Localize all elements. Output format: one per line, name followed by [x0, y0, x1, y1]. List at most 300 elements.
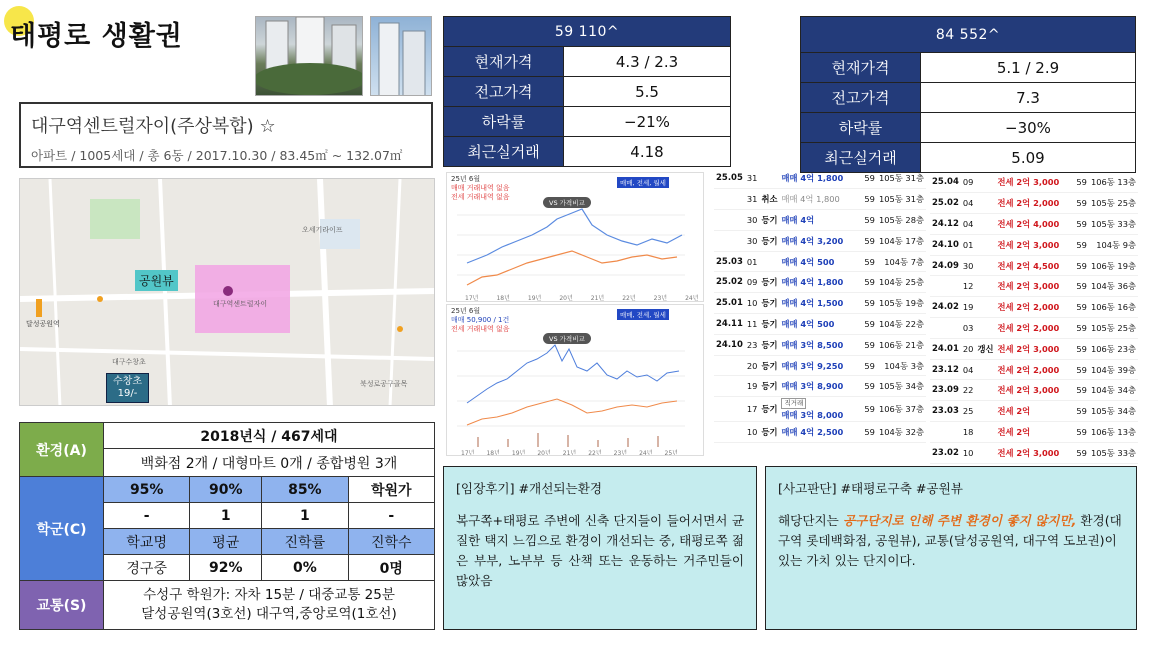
tx-dong-floor: 106동 13층 [1089, 172, 1138, 193]
transaction-row[interactable] [930, 401, 1138, 422]
school-pct-2: 90% [190, 477, 262, 503]
tx-status [759, 251, 779, 272]
transaction-row[interactable] [930, 255, 1138, 276]
tx-price [779, 314, 854, 335]
tx-year-month: 24.10 [714, 334, 745, 355]
tx-price-value: 전세 2억 3,000 [997, 281, 1060, 292]
map-label-building: 오세기라이프 [302, 226, 343, 234]
tx-dong-floor: 105동 28층 [877, 210, 926, 231]
tx-dong-floor: 104동 17층 [877, 230, 926, 251]
tx-year-month: 23.03 [930, 401, 961, 422]
transaction-row[interactable] [714, 272, 926, 293]
price-59-value: 4.18 [564, 137, 731, 167]
chart1-x-tick: 21년 [590, 295, 605, 302]
tx-day: 23 [745, 334, 760, 355]
tx-price-value: 매매 4억 1,800 [781, 277, 844, 288]
school-head-avg: 평균 [190, 529, 262, 555]
favorite-star-icon[interactable]: ☆ [259, 116, 276, 137]
school-head-rate: 진학률 [262, 529, 348, 555]
tx-price [779, 355, 854, 376]
tx-price-value: 전세 2억 3,000 [997, 343, 1060, 354]
price-84-key: 현재가격 [801, 53, 921, 83]
school-head-name: 학교명 [104, 529, 190, 555]
tx-year-month: 23.09 [930, 380, 961, 401]
jeonse-transactions-table [930, 172, 1138, 464]
chart1-type-badge[interactable]: 매매, 전세, 월세 [617, 177, 669, 188]
tx-day: 30 [745, 210, 760, 231]
school-val-1: - [104, 503, 190, 529]
price-59-value: 5.5 [564, 77, 731, 107]
tx-year-month: 25.04 [930, 172, 961, 193]
tx-price [995, 255, 1066, 276]
tx-status: 등기 [759, 293, 779, 314]
chart1-x-tick: 23년 [653, 295, 668, 302]
tx-size: 59 [1067, 276, 1089, 297]
price-84-key: 최근실거래 [801, 143, 921, 173]
transaction-row[interactable] [714, 168, 926, 189]
chart1-x-tick: 19년 [527, 295, 542, 302]
chart1-sale-note: 매매 거래내역 없음 [451, 184, 510, 192]
tx-dong-floor: 106동 13층 [1089, 422, 1138, 443]
tx-dong-floor: 104동 3층 [877, 355, 926, 376]
transaction-row[interactable] [714, 293, 926, 314]
tx-price-value: 전세 2억 2,000 [997, 198, 1060, 209]
tx-size: 59 [855, 210, 877, 231]
judgment-heading: [사고판단] #태평로구축 #공원뷰 [778, 481, 963, 496]
tx-price-value: 매매 4억 1,800 [781, 194, 840, 205]
tx-price [779, 210, 854, 231]
chart2-x-tick: 24년 [639, 450, 653, 456]
env-facilities: 백화점 2개 / 대형마트 0개 / 종합병원 3개 [104, 449, 435, 477]
price-chart-2[interactable] [446, 304, 704, 456]
price-59-key: 전고가격 [444, 77, 564, 107]
tx-year-month: 24.10 [930, 234, 961, 255]
tx-price [995, 234, 1066, 255]
school-badge-name: 수창초 [113, 376, 142, 387]
tx-size: 59 [855, 376, 877, 397]
tx-price-value: 전세 2억 3,000 [997, 177, 1060, 188]
transaction-row[interactable] [714, 251, 926, 272]
transaction-row[interactable] [714, 397, 926, 422]
tx-year-month: 24.01 [930, 338, 961, 359]
tx-day: 30 [961, 255, 976, 276]
school-academy-head: 학원가 [348, 477, 434, 503]
tx-day: 19 [961, 297, 976, 318]
chart2-x-tick: 23년 [613, 450, 628, 456]
price-59-key: 현재가격 [444, 47, 564, 77]
chart2-type-badge[interactable]: 매매, 전세, 월세 [617, 309, 669, 320]
tx-size: 59 [1067, 338, 1089, 359]
tx-size: 59 [855, 168, 877, 189]
tx-price-value: 매매 3억 9,250 [781, 360, 844, 371]
tx-dong-floor: 104동 39층 [1089, 359, 1138, 380]
chart2-x-tick: 19년 [511, 450, 526, 456]
transaction-row[interactable] [714, 314, 926, 335]
tx-status [975, 359, 995, 380]
transaction-row[interactable] [930, 234, 1138, 255]
apartment-summary [19, 102, 433, 168]
tx-price-value: 전세 2억 2,000 [997, 322, 1060, 333]
transaction-row[interactable] [714, 376, 926, 397]
transaction-row[interactable] [930, 193, 1138, 214]
tx-status [975, 442, 995, 463]
tx-day: 04 [961, 193, 976, 214]
tx-dong-floor: 105동 34층 [1089, 401, 1138, 422]
transaction-row[interactable] [930, 380, 1138, 401]
tx-status [975, 255, 995, 276]
tx-status [975, 422, 995, 443]
tx-day: 22 [961, 380, 976, 401]
tx-status: 등기 [759, 334, 779, 355]
tx-status [975, 318, 995, 339]
tx-dong-floor: 106동 37층 [877, 397, 926, 422]
tx-year-month [714, 376, 745, 397]
tx-status: 등기 [759, 355, 779, 376]
chart1-date: 25년 6월 [451, 175, 481, 183]
tx-day: 10 [961, 442, 976, 463]
tx-status: 등기 [759, 376, 779, 397]
tx-dong-floor: 104동 9층 [1089, 234, 1138, 255]
tx-price [995, 442, 1066, 463]
tx-year-month: 25.05 [714, 168, 745, 189]
location-map[interactable] [19, 178, 435, 406]
tx-dong-floor: 106동 16층 [1089, 297, 1138, 318]
page-title: 태평로 생활권 [10, 21, 183, 52]
apartment-name: 대구역센트럴자이(주상복합) [31, 116, 254, 137]
chart2-x-tick: 20년 [537, 450, 551, 456]
apartment-photo-1 [255, 16, 363, 96]
tx-size: 59 [1067, 172, 1089, 193]
map-label-school: 대구수창초 [112, 358, 146, 366]
park-view-badge: 공원뷰 [135, 270, 178, 291]
tx-price [779, 251, 854, 272]
transaction-row[interactable] [930, 297, 1138, 318]
traffic-line-2: 달성공원역(3호선) 대구역,중앙로역(1호선) [141, 606, 397, 622]
tx-dong-floor: 105동 19층 [877, 293, 926, 314]
tx-price [995, 318, 1066, 339]
tx-dong-floor: 104동 7층 [877, 251, 926, 272]
tx-dong-floor: 104동 34층 [1089, 380, 1138, 401]
tx-year-month [714, 355, 745, 376]
school-count: 0명 [348, 555, 434, 581]
tx-price-value: 전세 2억 3,000 [997, 239, 1060, 250]
tx-year-month [930, 318, 961, 339]
tx-price [995, 297, 1066, 318]
tx-price-value: 매매 4억 1,800 [781, 173, 844, 184]
tx-price-value: 매매 4억 1,500 [781, 298, 844, 309]
traffic-label: 교통(S) [20, 581, 104, 630]
transaction-row[interactable] [714, 210, 926, 231]
tx-dong-floor: 104동 36층 [1089, 276, 1138, 297]
tx-status: 등기 [759, 210, 779, 231]
chart2-date: 25년 6월 [451, 307, 481, 315]
tx-direct-deal-tag: 직거래 [781, 398, 806, 409]
transaction-row[interactable] [930, 276, 1138, 297]
school-pct-3: 85% [262, 477, 348, 503]
chart1-x-tick: 18년 [496, 295, 510, 302]
price-84-value: 7.3 [921, 83, 1136, 113]
tx-size: 59 [855, 189, 877, 210]
site-review-heading: [임장후기] #개선되는환경 [456, 481, 603, 496]
map-label-station: 달성공원역 [26, 320, 60, 328]
price-59-header: 59 110^ [444, 17, 731, 47]
tx-year-month [930, 422, 961, 443]
env-label: 환경(A) [20, 423, 104, 477]
school-badge-score: 19/- [117, 388, 138, 399]
tx-dong-floor: 105동 25층 [1089, 193, 1138, 214]
tx-price [779, 376, 854, 397]
price-59-value: −21% [564, 107, 731, 137]
tx-dong-floor: 106동 21층 [877, 334, 926, 355]
tx-price-value: 전세 2억 3,000 [997, 447, 1060, 458]
tx-year-month [714, 230, 745, 251]
chart2-jeonse-note: 전세 거래내역 없음 [451, 325, 510, 333]
tx-price [779, 189, 854, 210]
chart2-x-tick: 17년 [461, 450, 475, 456]
tx-dong-floor: 105동 33층 [1089, 214, 1138, 235]
apartment-info: 아파트 / 1005세대 / 총 6동 / 2017.10.30 / 83.45㎡ ~ 132.07㎡ [31, 148, 403, 163]
tx-day: 10 [745, 422, 760, 443]
tx-year-month: 23.02 [930, 442, 961, 463]
price-59-key: 하락률 [444, 107, 564, 137]
chart2-x-tick: 18년 [486, 450, 500, 456]
chart2-x-tick: 21년 [562, 450, 577, 456]
tx-day: 12 [961, 276, 976, 297]
tx-status [975, 276, 995, 297]
tx-size: 59 [1067, 422, 1089, 443]
tx-day: 17 [745, 397, 760, 422]
price-84-header: 84 552^ [801, 17, 1136, 53]
tx-dong-floor: 106동 19층 [1089, 255, 1138, 276]
tx-year-month: 25.02 [714, 272, 745, 293]
tx-price [779, 334, 854, 355]
tx-day: 31 [745, 189, 760, 210]
tx-year-month [714, 210, 745, 231]
tx-dong-floor: 105동 31층 [877, 189, 926, 210]
tx-year-month: 24.12 [930, 214, 961, 235]
judgment-emphasis: 공구단지로 인해 주변 환경이 좋지 않지만, [842, 513, 1077, 528]
tx-size: 59 [1067, 442, 1089, 463]
school-name: 경구중 [104, 555, 190, 581]
tx-size: 59 [1067, 318, 1089, 339]
tx-status: 등기 [759, 314, 779, 335]
tx-dong-floor: 105동 31층 [877, 168, 926, 189]
tx-status [975, 297, 995, 318]
tx-day: 31 [745, 168, 760, 189]
tx-size: 59 [855, 251, 877, 272]
tx-price-value: 매매 3억 8,900 [781, 381, 844, 392]
tx-dong-floor: 104동 22층 [877, 314, 926, 335]
tx-year-month [930, 276, 961, 297]
tx-day: 10 [745, 293, 760, 314]
transaction-row[interactable] [714, 189, 926, 210]
price-59-key: 최근실거래 [444, 137, 564, 167]
tx-status: 취소 [759, 189, 779, 210]
tx-year-month: 25.01 [714, 293, 745, 314]
tx-day: 25 [961, 401, 976, 422]
chart2-sale-note: 매매 50,900 / 1건 [451, 316, 510, 324]
chart2-x-tick: 25년 [664, 450, 678, 456]
tx-status [975, 401, 995, 422]
tx-size: 59 [1067, 193, 1089, 214]
price-59-value: 4.3 / 2.3 [564, 47, 731, 77]
transaction-row[interactable] [930, 318, 1138, 339]
tx-status [975, 172, 995, 193]
tx-status [759, 168, 779, 189]
transaction-row[interactable] [930, 214, 1138, 235]
tx-status: 등기 [759, 230, 779, 251]
tx-day: 20 [961, 338, 976, 359]
school-pct-1: 95% [104, 477, 190, 503]
tx-price-value: 전세 2억 3,000 [997, 385, 1060, 396]
tx-size: 59 [855, 293, 877, 314]
transaction-row[interactable] [714, 422, 926, 443]
transaction-row[interactable] [930, 442, 1138, 463]
price-table-59 [443, 16, 731, 167]
tx-price-value: 전세 2억 4,500 [997, 260, 1060, 271]
tx-price-value: 매매 4억 500 [781, 318, 835, 329]
school-val-3: 1 [262, 503, 348, 529]
tx-size: 59 [1067, 380, 1089, 401]
transaction-row[interactable] [714, 334, 926, 355]
tx-size: 59 [1067, 401, 1089, 422]
tx-status [975, 234, 995, 255]
tx-price-value: 매매 4억 2,500 [781, 427, 844, 438]
tx-year-month: 24.09 [930, 255, 961, 276]
tx-year-month: 24.11 [714, 314, 745, 335]
tx-price [779, 422, 854, 443]
tx-status: 등기 [759, 422, 779, 443]
tx-status: 등기 [759, 272, 779, 293]
tx-price [779, 230, 854, 251]
tx-day: 19 [745, 376, 760, 397]
tx-day: 20 [745, 355, 760, 376]
tx-price [995, 214, 1066, 235]
price-chart-1[interactable] [446, 172, 704, 302]
tx-size: 59 [1067, 234, 1089, 255]
tx-price [995, 172, 1066, 193]
transaction-row[interactable] [714, 355, 926, 376]
chart2-x-tick: 22년 [588, 450, 602, 456]
tx-price [995, 422, 1066, 443]
tx-dong-floor: 105동 25층 [1089, 318, 1138, 339]
environment-table [19, 422, 435, 630]
env-year-households: 2018년식 / 467세대 [104, 423, 435, 449]
tx-status: 등기 [759, 397, 779, 422]
judgment-body: 환경(대구역 롯데백화점, 공원뷰), 교통(달성공원역, 대구역 도보권)이 있는 가치 있는 단지이다. [778, 513, 1122, 568]
site-review-box [443, 466, 757, 630]
price-84-key: 하락률 [801, 113, 921, 143]
chart1-x-tick: 20년 [559, 295, 573, 302]
tx-day: 09 [745, 272, 760, 293]
chart1-compare-tab[interactable]: VS 가격비교 [543, 197, 591, 208]
site-review-body: 복구쪽+태평로 주변에 신축 단지들이 들어서면서 균질한 택지 느낌으로 환경이 개선되는 중, 태평로쪽 젊은 부부, 노부부 등 산책 또는 운동하는 거주민들이 많았음 [456, 513, 744, 588]
tx-day: 03 [961, 318, 976, 339]
tx-status [975, 380, 995, 401]
chart1-x-tick: 17년 [465, 295, 479, 302]
tx-size: 59 [855, 355, 877, 376]
tx-price [995, 359, 1066, 380]
tx-price [779, 293, 854, 314]
tx-price-value: 매매 4억 500 [781, 256, 835, 267]
tx-day: 18 [961, 422, 976, 443]
tx-status [975, 193, 995, 214]
tx-size: 59 [1067, 359, 1089, 380]
tx-dong-floor: 105동 34층 [877, 376, 926, 397]
school-label: 학군(C) [20, 477, 104, 581]
transaction-row[interactable] [930, 359, 1138, 380]
price-84-key: 전고가격 [801, 83, 921, 113]
tx-price-value: 전세 2억 [997, 426, 1031, 437]
tx-dong-floor: 105동 33층 [1089, 442, 1138, 463]
tx-day: 04 [961, 359, 976, 380]
tx-price [779, 397, 854, 422]
tx-price [995, 401, 1066, 422]
judgment-box [765, 466, 1137, 630]
transaction-row[interactable] [714, 230, 926, 251]
tx-price-value: 전세 2억 2,000 [997, 364, 1060, 375]
judgment-prefix: 해당단지는 [778, 513, 843, 528]
tx-day: 30 [745, 230, 760, 251]
tx-dong-floor: 104동 25층 [877, 272, 926, 293]
tx-year-month: 24.02 [930, 297, 961, 318]
tx-price [995, 193, 1066, 214]
tx-price-value: 전세 2억 [997, 406, 1031, 417]
transaction-row[interactable] [930, 172, 1138, 193]
tx-price [995, 276, 1066, 297]
tx-year-month: 25.03 [714, 251, 745, 272]
tx-status: 갱신 [975, 338, 995, 359]
tx-size: 59 [1067, 297, 1089, 318]
tx-size: 59 [855, 334, 877, 355]
tx-size: 59 [1067, 255, 1089, 276]
tx-price [995, 380, 1066, 401]
tx-dong-floor: 104동 32층 [877, 422, 926, 443]
school-val-2: 1 [190, 503, 262, 529]
tx-day: 01 [961, 234, 976, 255]
tx-day: 04 [961, 214, 976, 235]
chart1-jeonse-note: 전세 거래내역 없음 [451, 193, 510, 201]
chart2-compare-tab[interactable]: VS 가격비교 [543, 333, 591, 344]
tx-day: 09 [961, 172, 976, 193]
school-head-count: 진학수 [348, 529, 434, 555]
tx-price [779, 272, 854, 293]
tx-status [975, 214, 995, 235]
price-84-value: 5.09 [921, 143, 1136, 173]
chart1-x-tick: 22년 [622, 295, 636, 302]
price-84-value: −30% [921, 113, 1136, 143]
tx-dong-floor: 106동 23층 [1089, 338, 1138, 359]
price-table-84 [800, 16, 1136, 173]
tx-year-month [714, 189, 745, 210]
tx-year-month [714, 422, 745, 443]
tx-size: 59 [855, 397, 877, 422]
tx-size: 59 [1067, 214, 1089, 235]
chart1-x-tick: 24년 [685, 295, 699, 302]
tx-price [779, 168, 854, 189]
traffic-line-1: 수성구 학원가: 자차 15분 / 대중교통 25분 [143, 587, 395, 603]
school-rate: 0% [262, 555, 348, 581]
price-84-value: 5.1 / 2.9 [921, 53, 1136, 83]
transaction-row[interactable] [930, 422, 1138, 443]
tx-day: 01 [745, 251, 760, 272]
tx-price-value: 매매 4억 [781, 214, 815, 225]
tx-size: 59 [855, 314, 877, 335]
tx-year-month: 25.02 [930, 193, 961, 214]
tx-price-value: 매매 3억 8,500 [781, 339, 844, 350]
transaction-row[interactable] [930, 338, 1138, 359]
tx-year-month: 23.12 [930, 359, 961, 380]
